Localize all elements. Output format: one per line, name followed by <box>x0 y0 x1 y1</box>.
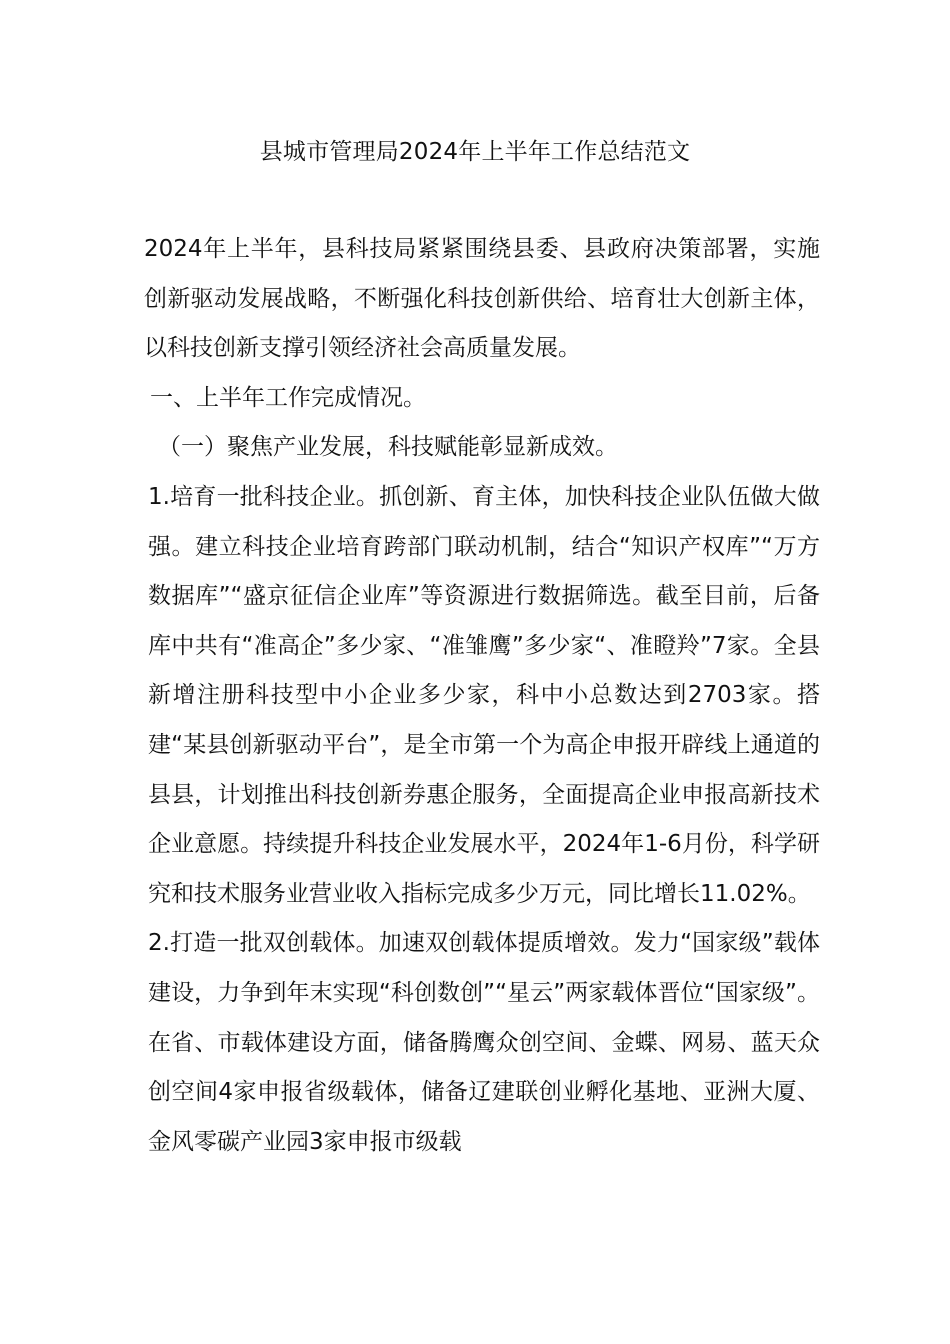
document-title: 县城市管理局2024年上半年工作总结范文 <box>259 139 691 165</box>
paragraph-item-2: 2.打造一批双创载体。加速双创载体提质增效。发力“国家级”载体建设，力争到年末实现“科创数创”“星云”两家载体晋位“国家级”。在省、市载体建设方面，储备腾鹰众创空间、金蝶、网易、蓝天众创空间4家申报省级载体，储备辽建联创业孵化基地、亚洲大厦、金风零碳产业园3家申报市级载 <box>148 930 820 1155</box>
document-body <box>144 225 820 1167</box>
heading-section-1: 一、上半年工作完成情况。 <box>150 384 426 411</box>
paragraph-item-1: 1.培育一批科技企业。抓创新、育主体，加快科技企业队伍做大做强。建立科技企业培育跨部门联动机制，结合“知识产权库”“万方数据库”“盛京征信企业库”等资源进行数据筛选。截至目前，后备库中共有“准高企”多少家、“准雏鹰”多少家“、准瞪羚”7家。全县新增注册科技型中小企业多少家，科中小总数达到2703家。搭建“某县创新驱动平台”，是全市第一个为高企申报开辟线上通道的县县，计划推出科技创新券惠企服务，全面提高企业申报高新技术企业意愿。持续提升科技企业发展水平，2024年1-6月份，科学研究和技术服务业营业收入指标完成多少万元，同比增长11.02%。 <box>148 483 820 907</box>
paragraph-intro: 2024年上半年，县科技局紧紧围绕县委、县政府决策部署，实施创新驱动发展战略，不断强化科技创新供给、培育壮大创新主体，以科技创新支撑引领经济社会高质量发展。 <box>144 236 820 362</box>
heading-subsection-1: （一）聚焦产业发展，科技赋能彰显新成效。 <box>158 434 618 461</box>
